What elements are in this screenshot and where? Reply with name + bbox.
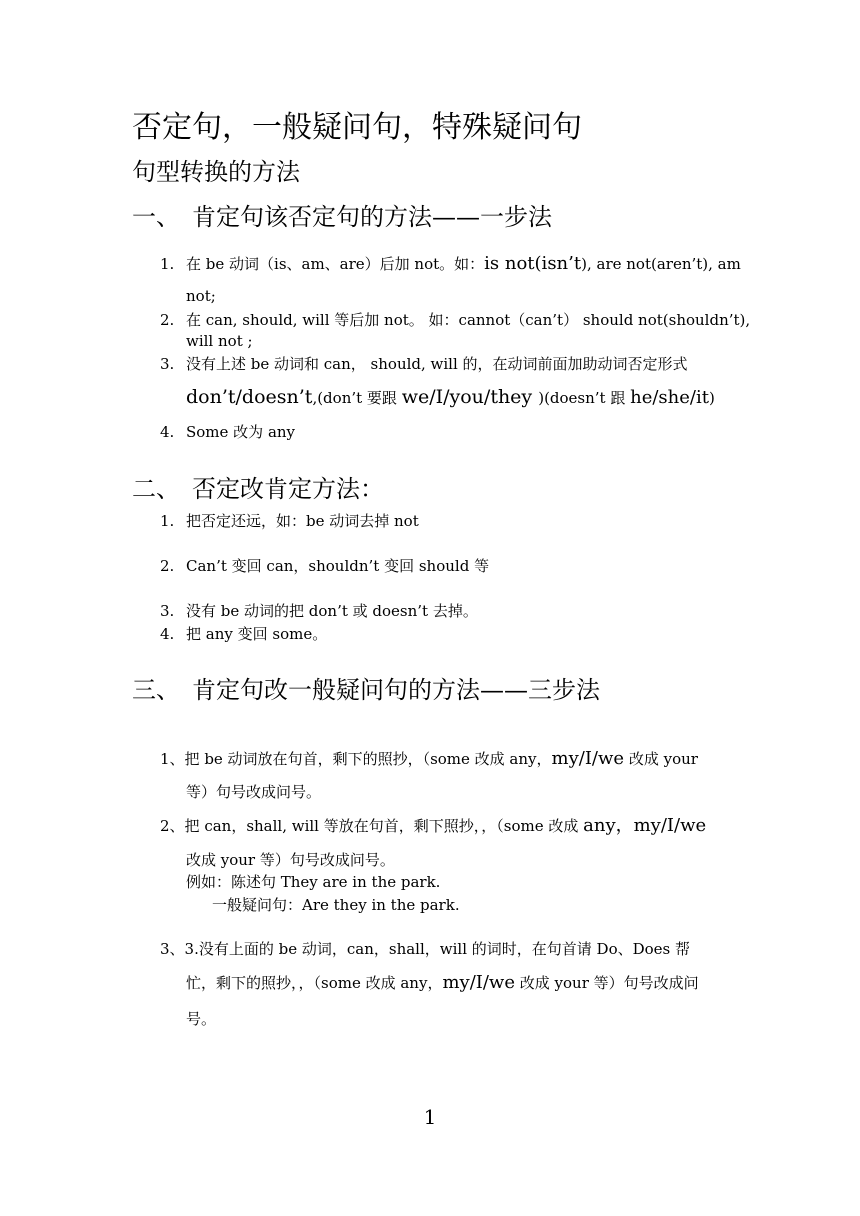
section-3-heading <box>132 674 600 706</box>
section-1-item-3: 3. 没有上述 be 动词和 can， should, will 的，在动词前面加助动词否定形式 <box>160 355 688 373</box>
page-subtitle: 句型转换的方法 <box>132 158 300 186</box>
section-3-title: 肯定句改一般疑问句的方法——三步法 <box>192 676 600 704</box>
section-1-item-3-continued: don’t/doesn’t,(don’t 要跟 we/I/you/they )(doesn’t 跟 he/she/it) <box>186 386 715 408</box>
example-question: 一般疑问句：Are they in the park. <box>212 896 460 914</box>
section-3-step-3: 3、3.没有上面的 be 动词，can，shall，will 的词时，在句首请 Do、Does 帮 <box>160 940 691 958</box>
section-1-item-2: 2. 在 can, should, will 等后加 not。 如：cannot（can’t） should not(shouldn’t), <box>160 311 751 329</box>
section-2-item-1: 1. 把否定还远，如：be 动词去掉 not <box>160 512 419 530</box>
section-1-item-1: 1. 在 be 动词（is、am、are）后加 not。如：is not(isn’t), are not(aren’t), am <box>160 253 741 274</box>
section-3-step-2-continued: 改成 your 等）句号改成问号。 <box>186 851 395 869</box>
section-1-title: 肯定句该否定句的方法——一步法 <box>192 203 552 231</box>
section-2-heading <box>132 473 384 505</box>
section-3-step-1: 1、把 be 动词放在句首，剩下的照抄，（some 改成 any，my/I/we 改成 your <box>160 748 698 769</box>
section-3-step-3-line-2: 忙，剩下的照抄，，（some 改成 any，my/I/we 改成 your 等）句号改成问 <box>186 972 699 993</box>
section-3-number: 三、 <box>132 676 180 704</box>
page-title: 否定句，一般疑问句，特殊疑问句 <box>132 110 582 145</box>
section-2-item-2: 2. Can’t 变回 can，shouldn’t 变回 should 等 <box>160 557 490 575</box>
section-1-item-1-continued: not; <box>186 287 216 305</box>
section-2-title: 否定改肯定方法： <box>192 475 384 503</box>
section-1-heading <box>132 201 552 233</box>
section-1-item-4: 4. Some 改为 any <box>160 423 296 441</box>
section-2-number: 二、 <box>132 475 180 503</box>
section-1-number: 一、 <box>132 203 180 231</box>
example-statement: 例如：陈述句 They are in the park. <box>186 873 441 891</box>
section-2-item-4: 4. 把 any 变回 some。 <box>160 625 328 643</box>
page-number: 1 <box>423 1105 437 1129</box>
section-3-step-3-line-3: 号。 <box>186 1010 217 1028</box>
section-2-item-3: 3. 没有 be 动词的把 don’t 或 doesn’t 去掉。 <box>160 602 478 620</box>
section-3-step-1-continued: 等）句号改成问号。 <box>186 783 322 801</box>
section-1-item-2-continued: will not ; <box>186 332 253 350</box>
section-3-step-2: 2、把 can，shall, will 等放在句首，剩下照抄，，（some 改成 any，my/I/we <box>160 815 707 836</box>
